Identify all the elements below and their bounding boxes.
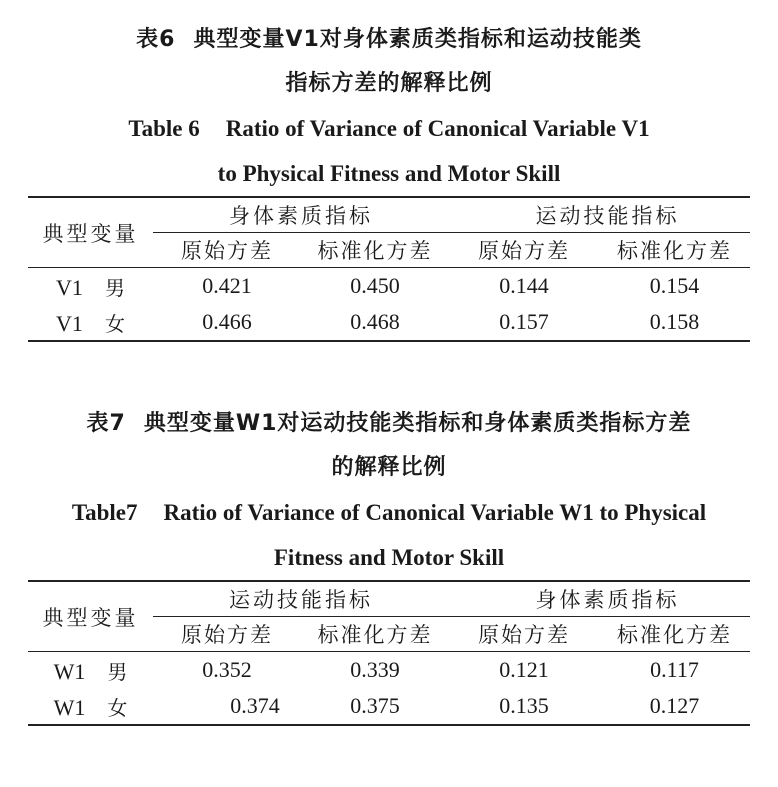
- table6-caption-cn-number: 表6: [136, 27, 176, 52]
- table7-subheader: 原始方差: [449, 617, 599, 652]
- table-cell: 0.374: [153, 688, 301, 725]
- table7-caption-en-line1: [0, 490, 778, 535]
- table7-subheader: 标准化方差: [301, 617, 449, 652]
- table7-caption-en-text: Ratio of Variance of Canonical Variable W1 to Physical: [163, 500, 707, 525]
- table6-row-label: [28, 304, 153, 341]
- table7-caption: [0, 402, 778, 580]
- table-cell: 0.450: [350, 273, 400, 298]
- table7-row: [28, 688, 750, 725]
- table-cell: 0.144: [499, 273, 549, 298]
- table-cell: 0.117: [650, 657, 699, 682]
- table7-group-header-1: 运动技能指标: [153, 581, 449, 617]
- table-cell: 0.468: [301, 304, 449, 341]
- table6-caption-en-text: Ratio of Variance of Canonical Variable V1: [225, 116, 650, 141]
- table6-subheader: 原始方差: [153, 233, 301, 268]
- table-cell: 0.127: [599, 688, 750, 725]
- table7-caption-en-number: Table7: [71, 500, 138, 525]
- table-cell: 0.352: [202, 657, 252, 682]
- table7-caption-cn-line1: [0, 402, 778, 446]
- table6-caption-cn-line1: [0, 18, 778, 62]
- table6-caption-cn-text: 典型变量V1对身体素质类指标和运动技能类: [193, 27, 642, 52]
- table-cell: 0.135: [449, 688, 599, 725]
- table7-row-label: [28, 652, 153, 689]
- table7-caption-cn-text: 典型变量W1对运动技能类指标和身体素质类指标方差: [143, 411, 692, 436]
- table6: [28, 196, 750, 342]
- table7-row-label: [28, 688, 153, 725]
- table-cell: 0.339: [350, 657, 400, 682]
- row-variable: W1: [53, 694, 86, 720]
- table-cell: 0.466: [153, 304, 301, 341]
- table7-caption-en-line2: Fitness and Motor Skill: [273, 545, 505, 570]
- table6-caption: [0, 18, 778, 196]
- row-variable: W1: [53, 658, 86, 684]
- table6-row-label: [28, 268, 153, 305]
- table-cell: 0.421: [202, 273, 252, 298]
- row-sex: 女: [104, 311, 125, 336]
- table6-group-header-2: 运动技能指标: [449, 197, 750, 233]
- table-cell: 0.157: [449, 304, 599, 341]
- table6-subheader: 标准化方差: [301, 233, 449, 268]
- table7-corner-header: 典型变量: [28, 581, 153, 652]
- table6-caption-en-line1: [0, 106, 778, 151]
- table7-row: [28, 652, 750, 689]
- table6-row: [28, 304, 750, 341]
- row-variable: V1: [56, 274, 83, 300]
- table7-subheader: 标准化方差: [599, 617, 750, 652]
- table6-group-header-1: 身体素质指标: [153, 197, 449, 233]
- table6-caption-en-number: Table 6: [128, 116, 200, 141]
- table-cell: 0.121: [499, 657, 549, 682]
- table6-subheader: 原始方差: [449, 233, 599, 268]
- table-cell: 0.375: [301, 688, 449, 725]
- table6-subheader: 标准化方差: [599, 233, 750, 268]
- table7-caption-cn-line2: 的解释比例: [331, 455, 447, 480]
- table6-caption-en-line2: to Physical Fitness and Motor Skill: [217, 161, 561, 186]
- table7-caption-cn-number: 表7: [86, 411, 126, 436]
- row-variable: V1: [56, 310, 83, 336]
- row-sex: 男: [107, 659, 128, 684]
- table-cell: 0.154: [649, 273, 700, 298]
- table-cell: 0.158: [599, 304, 750, 341]
- row-sex: 男: [104, 275, 125, 300]
- table7-group-header-2: 身体素质指标: [449, 581, 750, 617]
- table7-subheader: 原始方差: [153, 617, 301, 652]
- table6-row: [28, 268, 750, 305]
- row-sex: 女: [107, 695, 128, 720]
- table6-corner-header: 典型变量: [28, 197, 153, 268]
- table6-caption-cn-line2: 指标方差的解释比例: [285, 71, 493, 96]
- table7: [28, 580, 750, 726]
